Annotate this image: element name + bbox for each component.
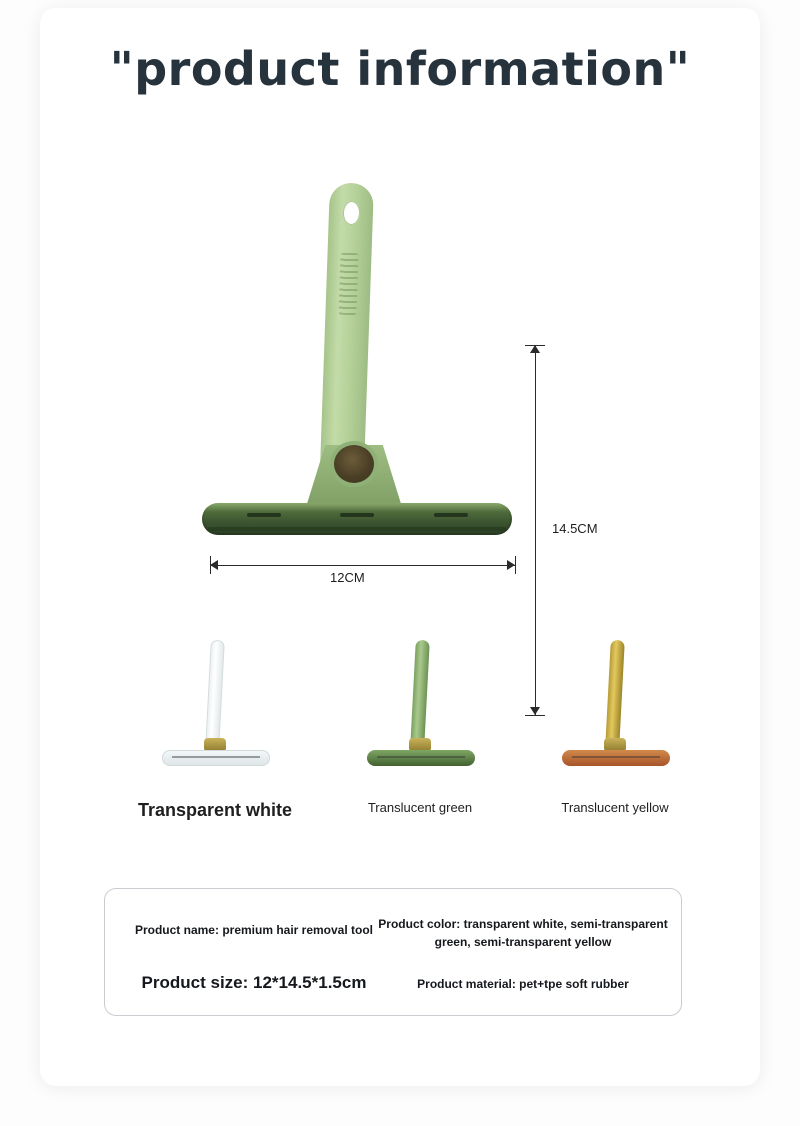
grip-texture — [338, 253, 358, 316]
height-dimension-label: 14.5CM — [552, 521, 598, 536]
variant-handle-shape — [410, 640, 430, 749]
specification-box — [104, 888, 682, 1016]
width-dimension-label: 12CM — [330, 570, 365, 585]
blade-edge — [208, 527, 506, 531]
blade-slot — [247, 513, 281, 517]
variant-image — [120, 630, 310, 795]
variant-label: Translucent green — [367, 800, 473, 815]
variant-translucent-green[interactable] — [325, 630, 515, 860]
variant-handle-shape — [605, 640, 625, 749]
variant-blade-shape — [367, 750, 475, 766]
spec-product-color: Product color: transparent white, semi-transparent green, semi-transparent yellow — [378, 917, 668, 949]
product-illustration — [180, 165, 600, 595]
variant-label: Translucent yellow — [561, 800, 669, 815]
variant-label: Transparent white — [137, 800, 293, 820]
variant-handle-shape — [205, 640, 225, 749]
hang-hole-icon — [343, 201, 361, 226]
variant-translucent-yellow[interactable] — [520, 630, 710, 860]
hub-screw-icon — [334, 445, 374, 483]
variant-blade-edge — [172, 756, 260, 758]
page-title: "product information" — [109, 42, 691, 96]
variant-blade-shape — [562, 750, 670, 766]
variant-blade-edge — [572, 756, 660, 758]
handle-shape — [320, 182, 374, 473]
variant-blade-shape — [162, 750, 270, 766]
spec-product-size: Product size: 12*14.5*1.5cm — [141, 973, 367, 992]
squeegee-blade — [202, 503, 512, 535]
width-dimension-cap-right — [515, 556, 516, 574]
variant-image — [325, 630, 515, 795]
spec-product-name: Product name: premium hair removal tool — [134, 923, 374, 937]
blade-slot — [340, 513, 374, 517]
variant-image — [520, 630, 710, 795]
variant-transparent-white[interactable] — [120, 630, 310, 860]
spec-product-material: Product material: pet+tpe soft rubber — [417, 977, 629, 991]
width-dimension-line — [210, 565, 515, 566]
variant-blade-edge — [377, 756, 465, 758]
variant-gallery — [95, 630, 705, 860]
blade-slot — [434, 513, 468, 517]
